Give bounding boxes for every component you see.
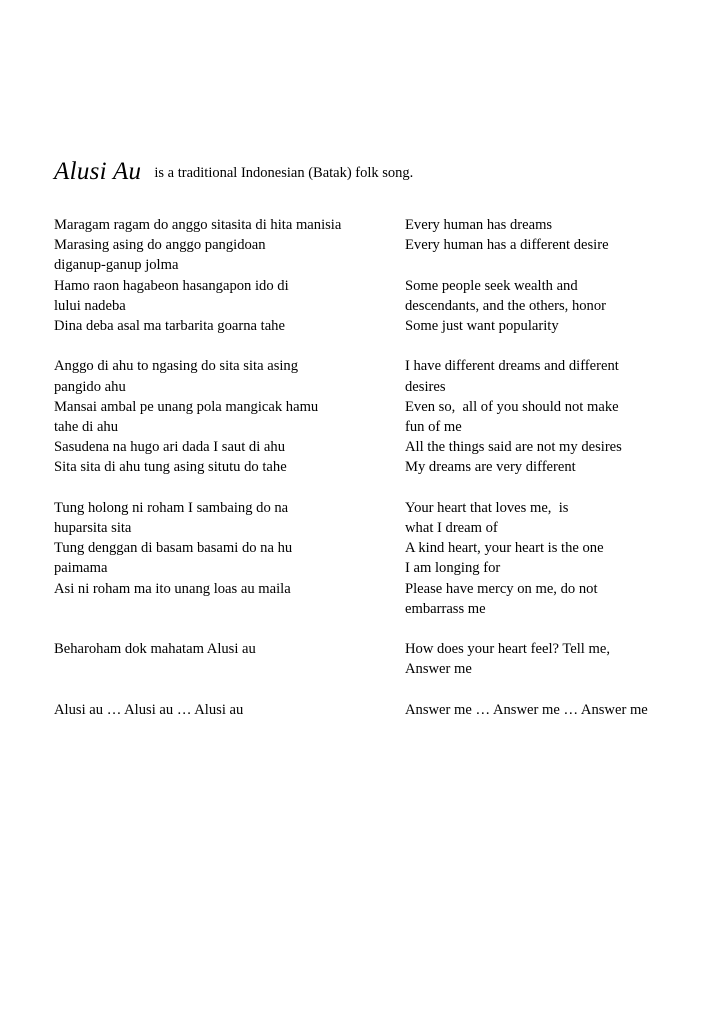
translation-line: Every human has a different desire (405, 237, 609, 254)
translation-line: Please have mercy on me, do not (405, 580, 598, 597)
translation-line-blank (405, 255, 674, 275)
stanza-translation-column (405, 356, 674, 477)
lyric-line: Alusi au … Alusi au … Alusi au (54, 701, 244, 718)
stanza (54, 356, 674, 477)
translation-line: descendants, and the others, honor (405, 297, 607, 314)
page-subtitle: is a traditional Indonesian (Batak) folk song. (154, 165, 414, 181)
stanza-original-column (54, 700, 405, 720)
lyric-line: lului nadeba (54, 297, 126, 314)
translation-line: fun of me (405, 419, 462, 436)
stanza-translation-column (405, 498, 674, 619)
lyric-line: Tung denggan di basam basami do na hu (54, 540, 293, 557)
translation-line: How does your heart feel? Tell me, (405, 641, 610, 658)
page-title: Alusi Au (54, 158, 142, 185)
stanza (54, 215, 674, 336)
translation-line: Some just want popularity (405, 318, 559, 334)
translation-line: My dreams are very different (405, 459, 576, 476)
stanza (54, 498, 674, 619)
lyric-line: Marasing asing do anggo pangidoan (54, 237, 266, 254)
lyric-line: tahe di ahu (54, 419, 119, 436)
lyric-line: Sita sita di ahu tung asing situtu do tahe (54, 459, 287, 476)
document-heading (54, 157, 674, 187)
translation-line: Some people seek wealth and (405, 277, 578, 294)
translation-line: I am longing for (405, 560, 501, 577)
lyrics-body (54, 215, 674, 720)
lyric-line-blank (54, 659, 405, 679)
lyric-line: Hamo raon hagabeon hasangapon ido di (54, 277, 289, 294)
stanza-original-column (54, 215, 405, 336)
stanza-original-column (54, 639, 405, 679)
translation-line: Every human has dreams (405, 217, 553, 233)
lyric-line: paimama (54, 560, 108, 577)
translation-line: Answer me … Answer me … Answer me (405, 701, 648, 718)
translation-line: Your heart that loves me, is (405, 499, 569, 516)
stanza-translation-column (405, 639, 674, 679)
translation-line: desires (405, 378, 446, 395)
stanza-original-column (54, 498, 405, 619)
stanza-refrain (54, 700, 674, 720)
translation-line: what I dream of (405, 520, 498, 537)
lyric-line: Tung holong ni roham I sambaing do na (54, 499, 289, 516)
lyric-line: pangido ahu (54, 378, 126, 395)
translation-line: A kind heart, your heart is the one (405, 540, 604, 557)
translation-line: embarrass me (405, 600, 486, 617)
stanza-translation-column (405, 700, 674, 720)
lyric-line-blank (54, 599, 405, 619)
stanza (54, 639, 674, 679)
lyric-line: Maragam ragam do anggo sitasita di hita manisia (54, 217, 342, 233)
lyric-line: Dina deba asal ma tarbarita goarna tahe (54, 318, 285, 335)
translation-line: I have different dreams and different (405, 358, 619, 375)
lyric-line: Anggo di ahu to ngasing do sita sita asing (54, 358, 299, 375)
stanza-translation-column (405, 215, 674, 336)
lyric-line: Mansai ambal pe unang pola mangicak hamu (54, 398, 319, 415)
lyric-line: Beharoham dok mahatam Alusi au (54, 641, 256, 658)
translation-line: Answer me (405, 661, 472, 678)
lyric-line: Asi ni roham ma ito unang loas au maila (54, 580, 291, 597)
translation-line: All the things said are not my desires (405, 439, 622, 456)
lyric-line: Sasudena na hugo ari dada I saut di ahu (54, 439, 285, 456)
lyric-line: huparsita sita (54, 520, 132, 537)
document-content (54, 157, 674, 740)
lyric-line: diganup-ganup jolma (54, 257, 179, 274)
stanza-original-column (54, 356, 405, 477)
translation-line: Even so, all of you should not make (405, 398, 619, 415)
